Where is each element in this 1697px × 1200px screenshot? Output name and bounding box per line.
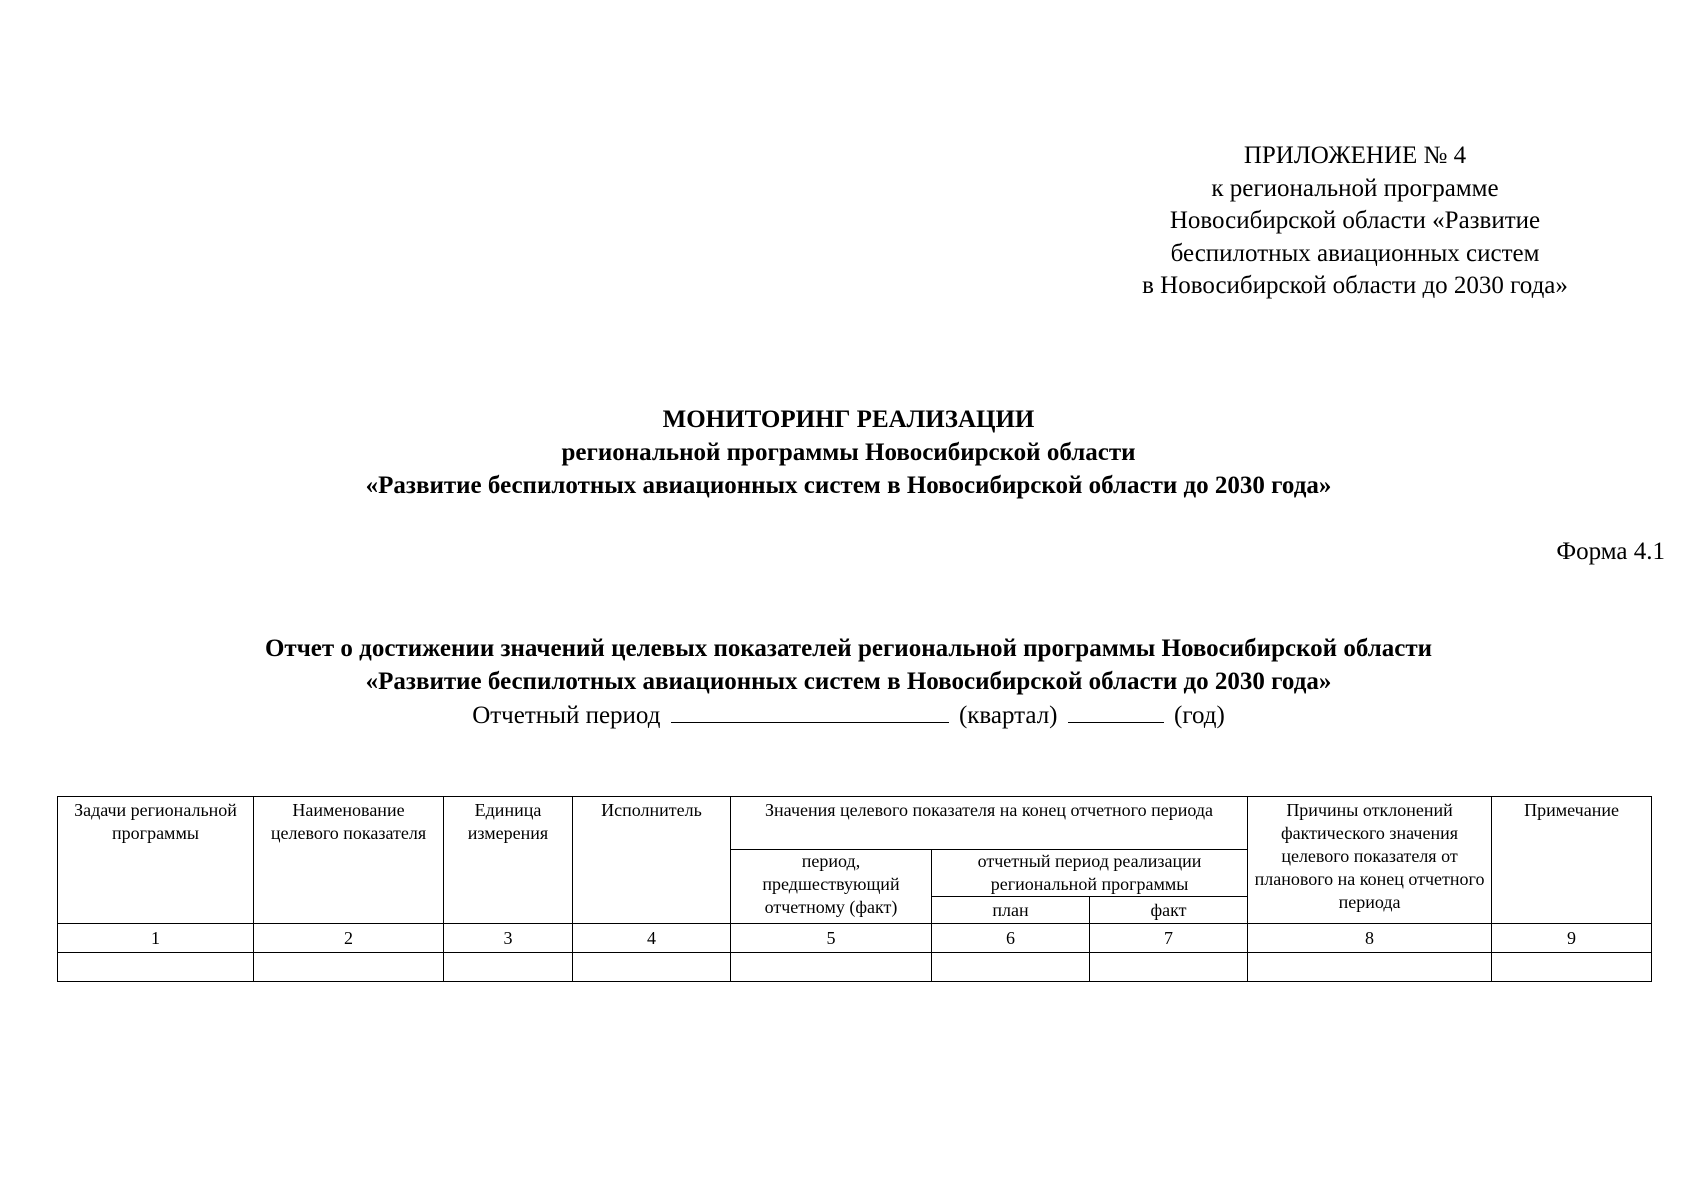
header-plan: план xyxy=(932,897,1090,924)
column-number: 2 xyxy=(254,924,444,953)
period-prefix: Отчетный период xyxy=(472,702,661,729)
table-row xyxy=(58,953,1652,982)
annex-line: Новосибирской области «Развитие xyxy=(1169,207,1541,234)
indicators-table xyxy=(57,796,1652,982)
table-cell[interactable] xyxy=(1090,953,1248,982)
report-title-line-2: «Развитие беспилотных авиационных систем в Новосибирской области до 2030 года» xyxy=(365,668,1332,695)
table-cell[interactable] xyxy=(444,953,573,982)
annex-block xyxy=(1110,140,1600,303)
column-number: 3 xyxy=(444,924,573,953)
column-number: 7 xyxy=(1090,924,1248,953)
document-title xyxy=(0,403,1697,502)
annex-line: беспилотных авиационных систем xyxy=(1170,239,1540,267)
report-heading xyxy=(0,632,1697,732)
header-unit: Единица измерения xyxy=(444,797,573,924)
table-cell[interactable] xyxy=(731,953,932,982)
table-cell[interactable] xyxy=(1248,953,1492,982)
column-number: 4 xyxy=(573,924,731,953)
header-indicator-name: Наименование целевого показателя xyxy=(254,797,444,924)
header-executor: Исполнитель xyxy=(573,797,731,924)
year-blank-field[interactable] xyxy=(1068,698,1164,723)
column-number: 8 xyxy=(1248,924,1492,953)
column-number-row xyxy=(58,924,1652,953)
table-cell[interactable] xyxy=(58,953,254,982)
annex-line: к региональной программе xyxy=(1211,174,1499,202)
annex-title: ПРИЛОЖЕНИЕ № 4 xyxy=(1243,142,1467,169)
header-tasks: Задачи региональной программы xyxy=(58,797,254,924)
quarter-label: (квартал) xyxy=(958,702,1058,729)
title-line-3: «Развитие беспилотных авиационных систем в Новосибирской области до 2030 года» xyxy=(365,472,1332,499)
header-previous-period: период, предшествующий отчетному (факт) xyxy=(731,850,932,924)
column-number: 5 xyxy=(731,924,932,953)
header-row-1 xyxy=(58,797,1652,850)
table-cell[interactable] xyxy=(1492,953,1652,982)
header-deviation-reasons: Причины отклонений фактического значения целевого показателя от планового на конец отчетного периода xyxy=(1248,797,1492,924)
annex-line: в Новосибирской области до 2030 года» xyxy=(1142,272,1568,299)
table-cell[interactable] xyxy=(573,953,731,982)
report-title-line-1: Отчет о достижении значений целевых показателей региональной программы Новосибирской области xyxy=(264,635,1433,662)
header-reporting-period: отчетный период реализации региональной программы xyxy=(932,850,1248,897)
table-cell[interactable] xyxy=(932,953,1090,982)
column-number: 9 xyxy=(1492,924,1652,953)
header-note: Примечание xyxy=(1492,797,1652,924)
title-line-1: МОНИТОРИНГ РЕАЛИЗАЦИИ xyxy=(662,406,1035,433)
header-indicator-values: Значения целевого показателя на конец отчетного периода xyxy=(731,797,1248,850)
form-number: Форма 4.1 xyxy=(1556,538,1665,565)
year-label: (год) xyxy=(1174,702,1225,729)
title-line-2: региональной программы Новосибирской области xyxy=(561,439,1136,466)
quarter-blank-field[interactable] xyxy=(671,698,949,723)
reporting-period-line xyxy=(0,698,1697,732)
header-fact: факт xyxy=(1090,897,1248,924)
column-number: 1 xyxy=(58,924,254,953)
column-number: 6 xyxy=(932,924,1090,953)
table-cell[interactable] xyxy=(254,953,444,982)
